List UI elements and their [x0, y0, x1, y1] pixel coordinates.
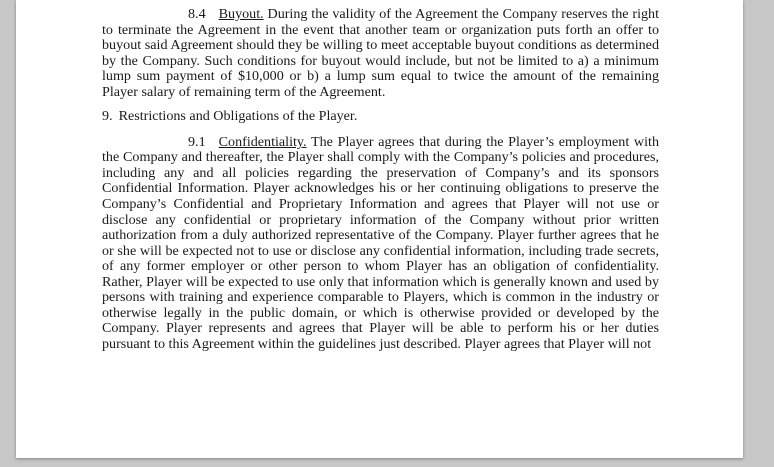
- section-8-4-body: During the validity of the Agreement the Company reserves the right to terminate the Agreement in the event that another team or organization puts forth an offer to buyout said Agreement should they be willing to meet acceptable buyout conditions as determined by the Company. Such conditions for buyout would include, but not be limited to a) a minimum lump sum payment of $10,000 or b) a lump sum equal to twice the amount of the remaining Player salary of remaining term of the Agreement.: [102, 6, 659, 100]
- section-9-title: Restrictions and Obligations of the Player.: [118, 108, 358, 125]
- document-page: [16, 0, 743, 458]
- document-body: [102, 7, 659, 352]
- section-9-1-paragraph: [102, 135, 659, 353]
- section-8-4-number: 8.4: [188, 6, 206, 22]
- section-8-4-paragraph: [102, 7, 659, 100]
- section-8-4-heading: Buyout.: [218, 6, 264, 22]
- section-9-1-number: 9.1: [188, 133, 206, 150]
- section-9-number: 9.: [102, 108, 113, 125]
- section-9-1-heading: Confidentiality.: [218, 133, 307, 150]
- section-9-heading: [102, 109, 659, 125]
- section-9-1-body: The Player agrees that during the Player’s employment with the Company and thereafter, the Player shall comply with the Company’s policies and procedures, including any and all policies regarding the preservation of Company’s and its sponsors Confidential Information. Player acknowledges his or her continuing obligations to preserve the Company’s Confidential and Proprietary Information and agrees that Player will not use or disclose any confidential or proprietary information of the Company without prior written authorization from a duly authorized representative of the Company. Player further agrees that he or she will be expected not to use or disclose any confidential information, including trade secrets, of any former employer or other person to whom Player has an obligation of confidentiality. Rather, Player will be expected to use only that information which is generally known and used by persons with training and experience comparable to Players, which is common in the industry or otherwise legally in the public domain, or which is otherwise provided or developed by the Company. Player represents and agrees that Player will be able to perform his or her duties pursuant to this Agreement within the guidelines just described. Player agrees that Player will not: [102, 133, 659, 352]
